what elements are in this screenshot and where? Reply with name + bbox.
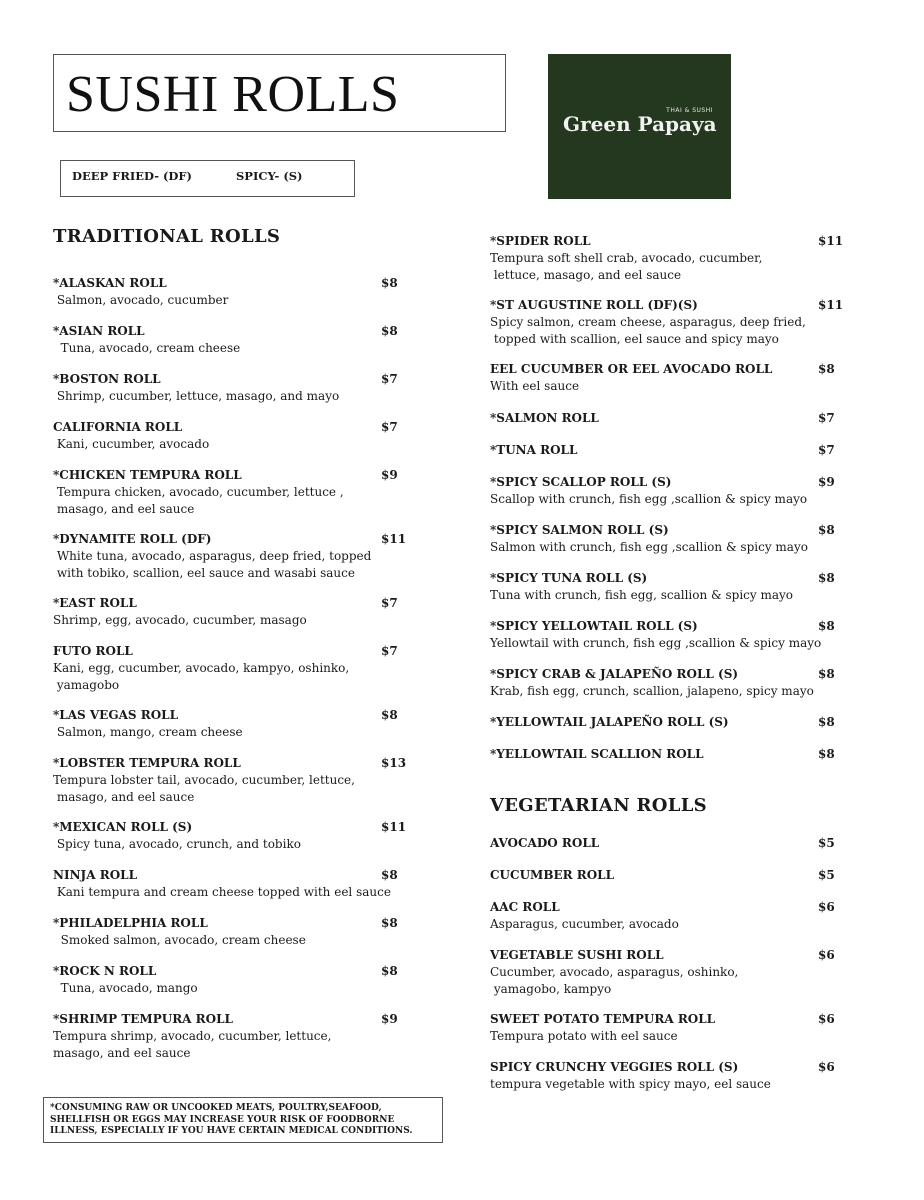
menu-item-price: $11 bbox=[381, 820, 407, 834]
menu-item-description: Tempura potato with eel sauce bbox=[490, 1029, 678, 1043]
menu-item-price: $8 bbox=[381, 868, 398, 882]
menu-item-price: $8 bbox=[381, 708, 398, 722]
menu-item-description: Kani tempura and cream cheese topped with eel sauce bbox=[53, 885, 391, 899]
logo-tagline: THAI & SUSHI bbox=[666, 107, 713, 114]
menu-item-description: Tuna, avocado, mango bbox=[53, 981, 198, 995]
menu-item-description: Spicy salmon, cream cheese, asparagus, deep fried, topped with scallion, eel sauce and spicy mayo bbox=[490, 315, 806, 346]
menu-item-price: $6 bbox=[818, 1060, 835, 1074]
menu-item-name: *ASIAN ROLL bbox=[53, 324, 145, 338]
menu-item-name: *MEXICAN ROLL (S) bbox=[53, 820, 193, 834]
menu-item-name: *ST AUGUSTINE ROLL (DF)(S) bbox=[490, 298, 698, 312]
menu-item-description: Kani, cucumber, avocado bbox=[53, 437, 210, 451]
page-title: SUSHI ROLLS bbox=[66, 66, 400, 123]
menu-item-name: *ROCK N ROLL bbox=[53, 964, 157, 978]
menu-item-name: *SPICY CRAB & JALAPEÑO ROLL (S) bbox=[490, 667, 739, 681]
menu-item-price: $11 bbox=[381, 532, 407, 546]
menu-item-name: *PHILADELPHIA ROLL bbox=[53, 916, 208, 930]
menu-item-name: VEGETABLE SUSHI ROLL bbox=[490, 948, 664, 962]
menu-item-name: FUTO ROLL bbox=[53, 644, 133, 658]
menu-item-description: Cucumber, avocado, asparagus, oshinko, yamagobo, kampyo bbox=[490, 965, 739, 996]
menu-item-name: *LAS VEGAS ROLL bbox=[53, 708, 179, 722]
menu-item-price: $8 bbox=[381, 916, 398, 930]
vegetarian-rolls-heading: VEGETARIAN ROLLS bbox=[490, 795, 707, 816]
menu-item-price: $7 bbox=[381, 644, 398, 658]
menu-item-price: $7 bbox=[381, 420, 398, 434]
menu-item-description: Kani, egg, cucumber, avocado, kampyo, oshinko, yamagobo bbox=[53, 661, 350, 692]
menu-item-name: EEL CUCUMBER OR EEL AVOCADO ROLL bbox=[490, 362, 773, 376]
menu-item-name: AVOCADO ROLL bbox=[490, 836, 600, 850]
menu-item-description: Yellowtail with crunch, fish egg ,scallion & spicy mayo bbox=[490, 636, 822, 650]
menu-item-name: *CHICKEN TEMPURA ROLL bbox=[53, 468, 242, 482]
menu-item-name: *YELLOWTAIL JALAPEÑO ROLL (S) bbox=[490, 715, 729, 729]
menu-item-name: SPICY CRUNCHY VEGGIES ROLL (S) bbox=[490, 1060, 739, 1074]
menu-item-name: CUCUMBER ROLL bbox=[490, 868, 615, 882]
traditional-rolls-heading: TRADITIONAL ROLLS bbox=[53, 226, 281, 247]
menu-item-name: NINJA ROLL bbox=[53, 868, 138, 882]
menu-item-description: Shrimp, egg, avocado, cucumber, masago bbox=[53, 613, 307, 627]
menu-item-name: CALIFORNIA ROLL bbox=[53, 420, 183, 434]
menu-item-price: $8 bbox=[818, 747, 835, 761]
legend-deep-fried: DEEP FRIED- (DF) bbox=[72, 169, 193, 183]
menu-item-price: $6 bbox=[818, 900, 835, 914]
menu-item-description: Tempura soft shell crab, avocado, cucumber, lettuce, masago, and eel sauce bbox=[490, 251, 763, 282]
menu-item-price: $5 bbox=[818, 868, 835, 882]
menu-item-price: $13 bbox=[381, 756, 407, 770]
menu-item-name: *TUNA ROLL bbox=[490, 443, 578, 457]
menu-item-price: $8 bbox=[818, 667, 835, 681]
menu-item-name: *ALASKAN ROLL bbox=[53, 276, 167, 290]
menu-item-price: $8 bbox=[381, 964, 398, 978]
menu-item-description: Tempura lobster tail, avocado, cucumber, lettuce, masago, and eel sauce bbox=[53, 773, 355, 804]
title-box bbox=[53, 54, 506, 132]
menu-item-description: Asparagus, cucumber, avocado bbox=[490, 917, 679, 931]
menu-item-name: *YELLOWTAIL SCALLION ROLL bbox=[490, 747, 704, 761]
menu-item-price: $8 bbox=[818, 571, 835, 585]
menu-item-name: *SPICY TUNA ROLL (S) bbox=[490, 571, 648, 585]
menu-item-description: Salmon, mango, cream cheese bbox=[53, 725, 243, 739]
menu-item-price: $8 bbox=[381, 324, 398, 338]
menu-item-price: $11 bbox=[818, 298, 844, 312]
menu-item-description: White tuna, avocado, asparagus, deep fried, topped with tobiko, scallion, eel sauce and wasabi sauce bbox=[56, 549, 372, 580]
menu-item-name: *SPIDER ROLL bbox=[490, 234, 591, 248]
menu-item-description: Smoked salmon, avocado, cream cheese bbox=[53, 933, 306, 947]
menu-item-description: Tuna with crunch, fish egg, scallion & spicy mayo bbox=[490, 588, 794, 602]
menu-item-name: *SPICY YELLOWTAIL ROLL (S) bbox=[490, 619, 698, 633]
green-papaya-logo bbox=[548, 54, 731, 199]
menu-item-price: $8 bbox=[818, 523, 835, 537]
legend-spicy: SPICY- (S) bbox=[236, 169, 303, 183]
menu-item-name: AAC ROLL bbox=[490, 900, 560, 914]
menu-item-description: Spicy tuna, avocado, crunch, and tobiko bbox=[53, 837, 301, 851]
menu-item-price: $9 bbox=[381, 468, 398, 482]
menu-item-price: $8 bbox=[818, 362, 835, 376]
menu-item-price: $6 bbox=[818, 1012, 835, 1026]
menu-item-name: *SPICY SCALLOP ROLL (S) bbox=[490, 475, 672, 489]
menu-item-description: Krab, fish egg, crunch, scallion, jalapeno, spicy mayo bbox=[490, 684, 814, 698]
menu-item-name: *SHRIMP TEMPURA ROLL bbox=[53, 1012, 233, 1026]
menu-item-description: With eel sauce bbox=[490, 379, 580, 393]
menu-item-description: tempura vegetable with spicy mayo, eel sauce bbox=[490, 1077, 771, 1091]
menu-item-description: Salmon, avocado, cucumber bbox=[53, 293, 229, 307]
menu-item-description: Tempura shrimp, avocado, cucumber, lettuce, masago, and eel sauce bbox=[53, 1029, 332, 1060]
consumer-advisory-notice: *CONSUMING RAW OR UNCOOKED MEATS, POULTRY,SEAFOOD, SHELLFISH OR EGGS MAY INCREASE YOUR RISK OF FOODBORNE ILLNESS, ESPECIALLY IF YOU HAVE CERTAIN MEDICAL CONDITIONS. bbox=[43, 1097, 443, 1143]
legend-box bbox=[60, 160, 355, 197]
menu-item-name: *SPICY SALMON ROLL (S) bbox=[490, 523, 669, 537]
menu-item-description: Salmon with crunch, fish egg ,scallion & spicy mayo bbox=[490, 540, 808, 554]
menu-item-price: $11 bbox=[818, 234, 844, 248]
menu-item-price: $7 bbox=[381, 596, 398, 610]
menu-item-price: $6 bbox=[818, 948, 835, 962]
menu-item-price: $9 bbox=[818, 475, 835, 489]
menu-item-price: $5 bbox=[818, 836, 835, 850]
menu-item-name: *SALMON ROLL bbox=[490, 411, 599, 425]
menu-item-price: $8 bbox=[818, 715, 835, 729]
menu-item-price: $7 bbox=[818, 411, 835, 425]
menu-item-name: SWEET POTATO TEMPURA ROLL bbox=[490, 1012, 716, 1026]
menu-item-description: Scallop with crunch, fish egg ,scallion & spicy mayo bbox=[490, 492, 808, 506]
menu-item-name: *DYNAMITE ROLL (DF) bbox=[53, 532, 212, 546]
menu-item-price: $7 bbox=[381, 372, 398, 386]
logo-name: Green Papaya bbox=[563, 112, 717, 136]
menu-item-price: $9 bbox=[381, 1012, 398, 1026]
menu-item-price: $8 bbox=[381, 276, 398, 290]
menu-item-description: Tuna, avocado, cream cheese bbox=[53, 341, 241, 355]
menu-item-description: Shrimp, cucumber, lettuce, masago, and mayo bbox=[53, 389, 340, 403]
menu-item-name: *LOBSTER TEMPURA ROLL bbox=[53, 756, 241, 770]
menu-item-description: Tempura chicken, avocado, cucumber, lettuce , masago, and eel sauce bbox=[56, 485, 344, 516]
menu-item-price: $8 bbox=[818, 619, 835, 633]
menu-item-name: *EAST ROLL bbox=[53, 596, 137, 610]
menu-item-price: $7 bbox=[818, 443, 835, 457]
menu-item-name: *BOSTON ROLL bbox=[53, 372, 161, 386]
